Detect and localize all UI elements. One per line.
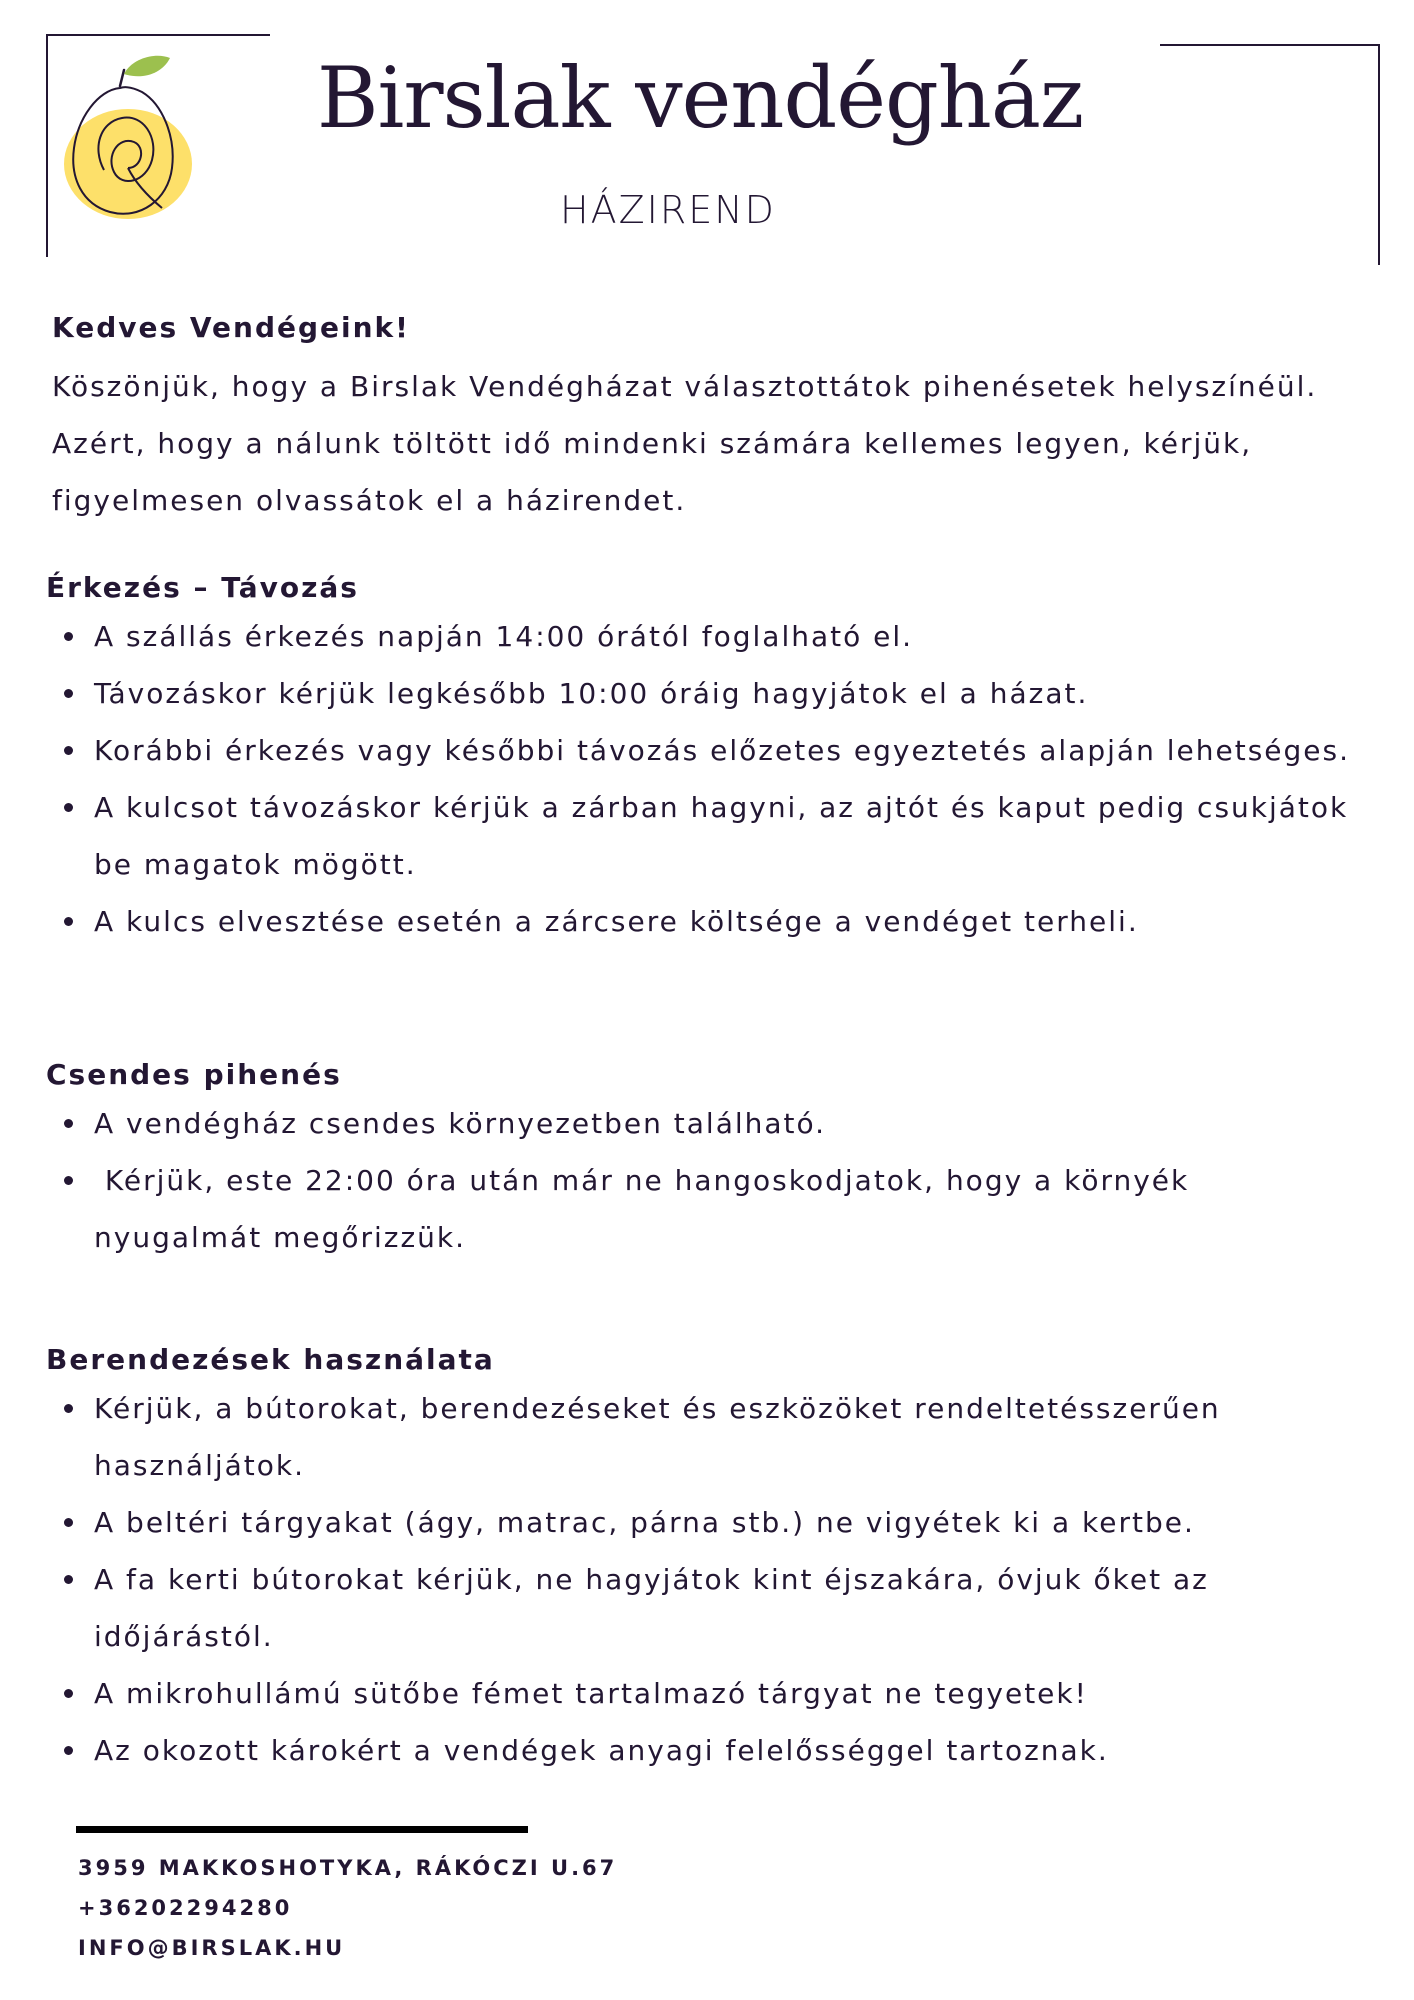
footer-address: 3959 MAKKOSHOTYKA, RÁKÓCZI U.67 <box>78 1856 618 1880</box>
list-item <box>46 722 1366 779</box>
bullet-icon <box>64 1404 73 1413</box>
list-item <box>46 608 1366 665</box>
footer-email: INFO@BIRSLAK.HU <box>78 1936 346 1960</box>
list-item-text: Távozáskor kérjük legkésőbb 10:00 óráig hagyjátok el a házat. <box>94 677 1089 710</box>
bullet-icon <box>64 1575 73 1584</box>
list-item-text: A szállás érkezés napján 14:00 órától foglalható el. <box>94 620 914 653</box>
list-item <box>46 1494 1366 1551</box>
bullet-icon <box>64 1176 73 1185</box>
rules-list <box>46 608 1366 950</box>
rules-list <box>46 1380 1366 1779</box>
list-item <box>46 1095 1366 1152</box>
list-item <box>46 1665 1366 1722</box>
section-arrival-departure <box>46 568 1366 950</box>
list-item-text: A mikrohullámú sütőbe fémet tartalmazó tárgyat ne tegyetek! <box>94 1677 1088 1710</box>
bullet-icon <box>64 1689 73 1698</box>
list-item <box>46 665 1366 722</box>
list-item <box>46 893 1366 950</box>
list-item-text: A kulcsot távozáskor kérjük a zárban hagyni, az ajtót és kaput pedig csukjátok be magatok mögött. <box>94 791 1349 881</box>
list-item-text: Kérjük, este 22:00 óra után már ne hangoskodjatok, hogy a környék nyugalmát megőrizzük. <box>94 1164 1201 1254</box>
list-item-text: A beltéri tárgyakat (ágy, matrac, párna stb.) ne vigyétek ki a kertbe. <box>94 1506 1195 1539</box>
section-quiet-rest <box>46 1055 1366 1266</box>
list-item-text: A fa kerti bútorokat kérjük, ne hagyjátok kint éjszakára, óvjuk őket az időjárástól. <box>94 1563 1209 1653</box>
list-item-text: Korábbi érkezés vagy későbbi távozás előzetes egyeztetés alapján lehetséges. <box>94 734 1350 767</box>
list-item <box>46 1722 1366 1779</box>
section-heading: Csendes pihenés <box>46 1058 342 1091</box>
footer-phone: +36202294280 <box>78 1896 293 1920</box>
list-item-text: Az okozott károkért a vendégek anyagi felelősséggel tartoznak. <box>94 1734 1109 1767</box>
intro-text: Köszönjük, hogy a Birslak Vendégházat választottátok pihenésetek helyszínéül. Azért, hogy a nálunk töltött idő mindenki számára kellemes legyen, kérjük, figyelmesen olvassátok el a házirendet. <box>52 370 1318 517</box>
list-item <box>46 1152 1366 1266</box>
list-item-text: A kulcs elvesztése esetén a zárcsere költsége a vendéget terheli. <box>94 905 1139 938</box>
bullet-icon <box>64 1518 73 1527</box>
greeting: Kedves Vendégeink! <box>52 311 410 344</box>
section-heading: Berendezések használata <box>46 1343 495 1376</box>
list-item <box>46 1380 1366 1494</box>
page-subtitle: HÁZIREND <box>560 188 776 232</box>
list-item-text: A vendégház csendes környezetben található. <box>94 1107 827 1140</box>
list-item-text: Kérjük, a bútorokat, berendezéseket és eszközöket rendeltetésszerűen használjátok. <box>94 1392 1221 1482</box>
section-furniture-use <box>46 1340 1366 1779</box>
bullet-icon <box>64 746 73 755</box>
list-item <box>46 1551 1366 1665</box>
contact-footer <box>78 1848 617 1968</box>
bullet-icon <box>64 917 73 926</box>
bullet-icon <box>64 1746 73 1755</box>
page-title: Birslak vendégház <box>316 49 1084 147</box>
footer-divider <box>76 1826 528 1833</box>
bullet-icon <box>64 632 73 641</box>
rules-list <box>46 1095 1366 1266</box>
intro-block <box>52 306 1372 529</box>
bullet-icon <box>64 803 73 812</box>
section-heading: Érkezés – Távozás <box>46 571 359 604</box>
bullet-icon <box>64 1119 73 1128</box>
list-item <box>46 779 1366 893</box>
bullet-icon <box>64 689 73 698</box>
